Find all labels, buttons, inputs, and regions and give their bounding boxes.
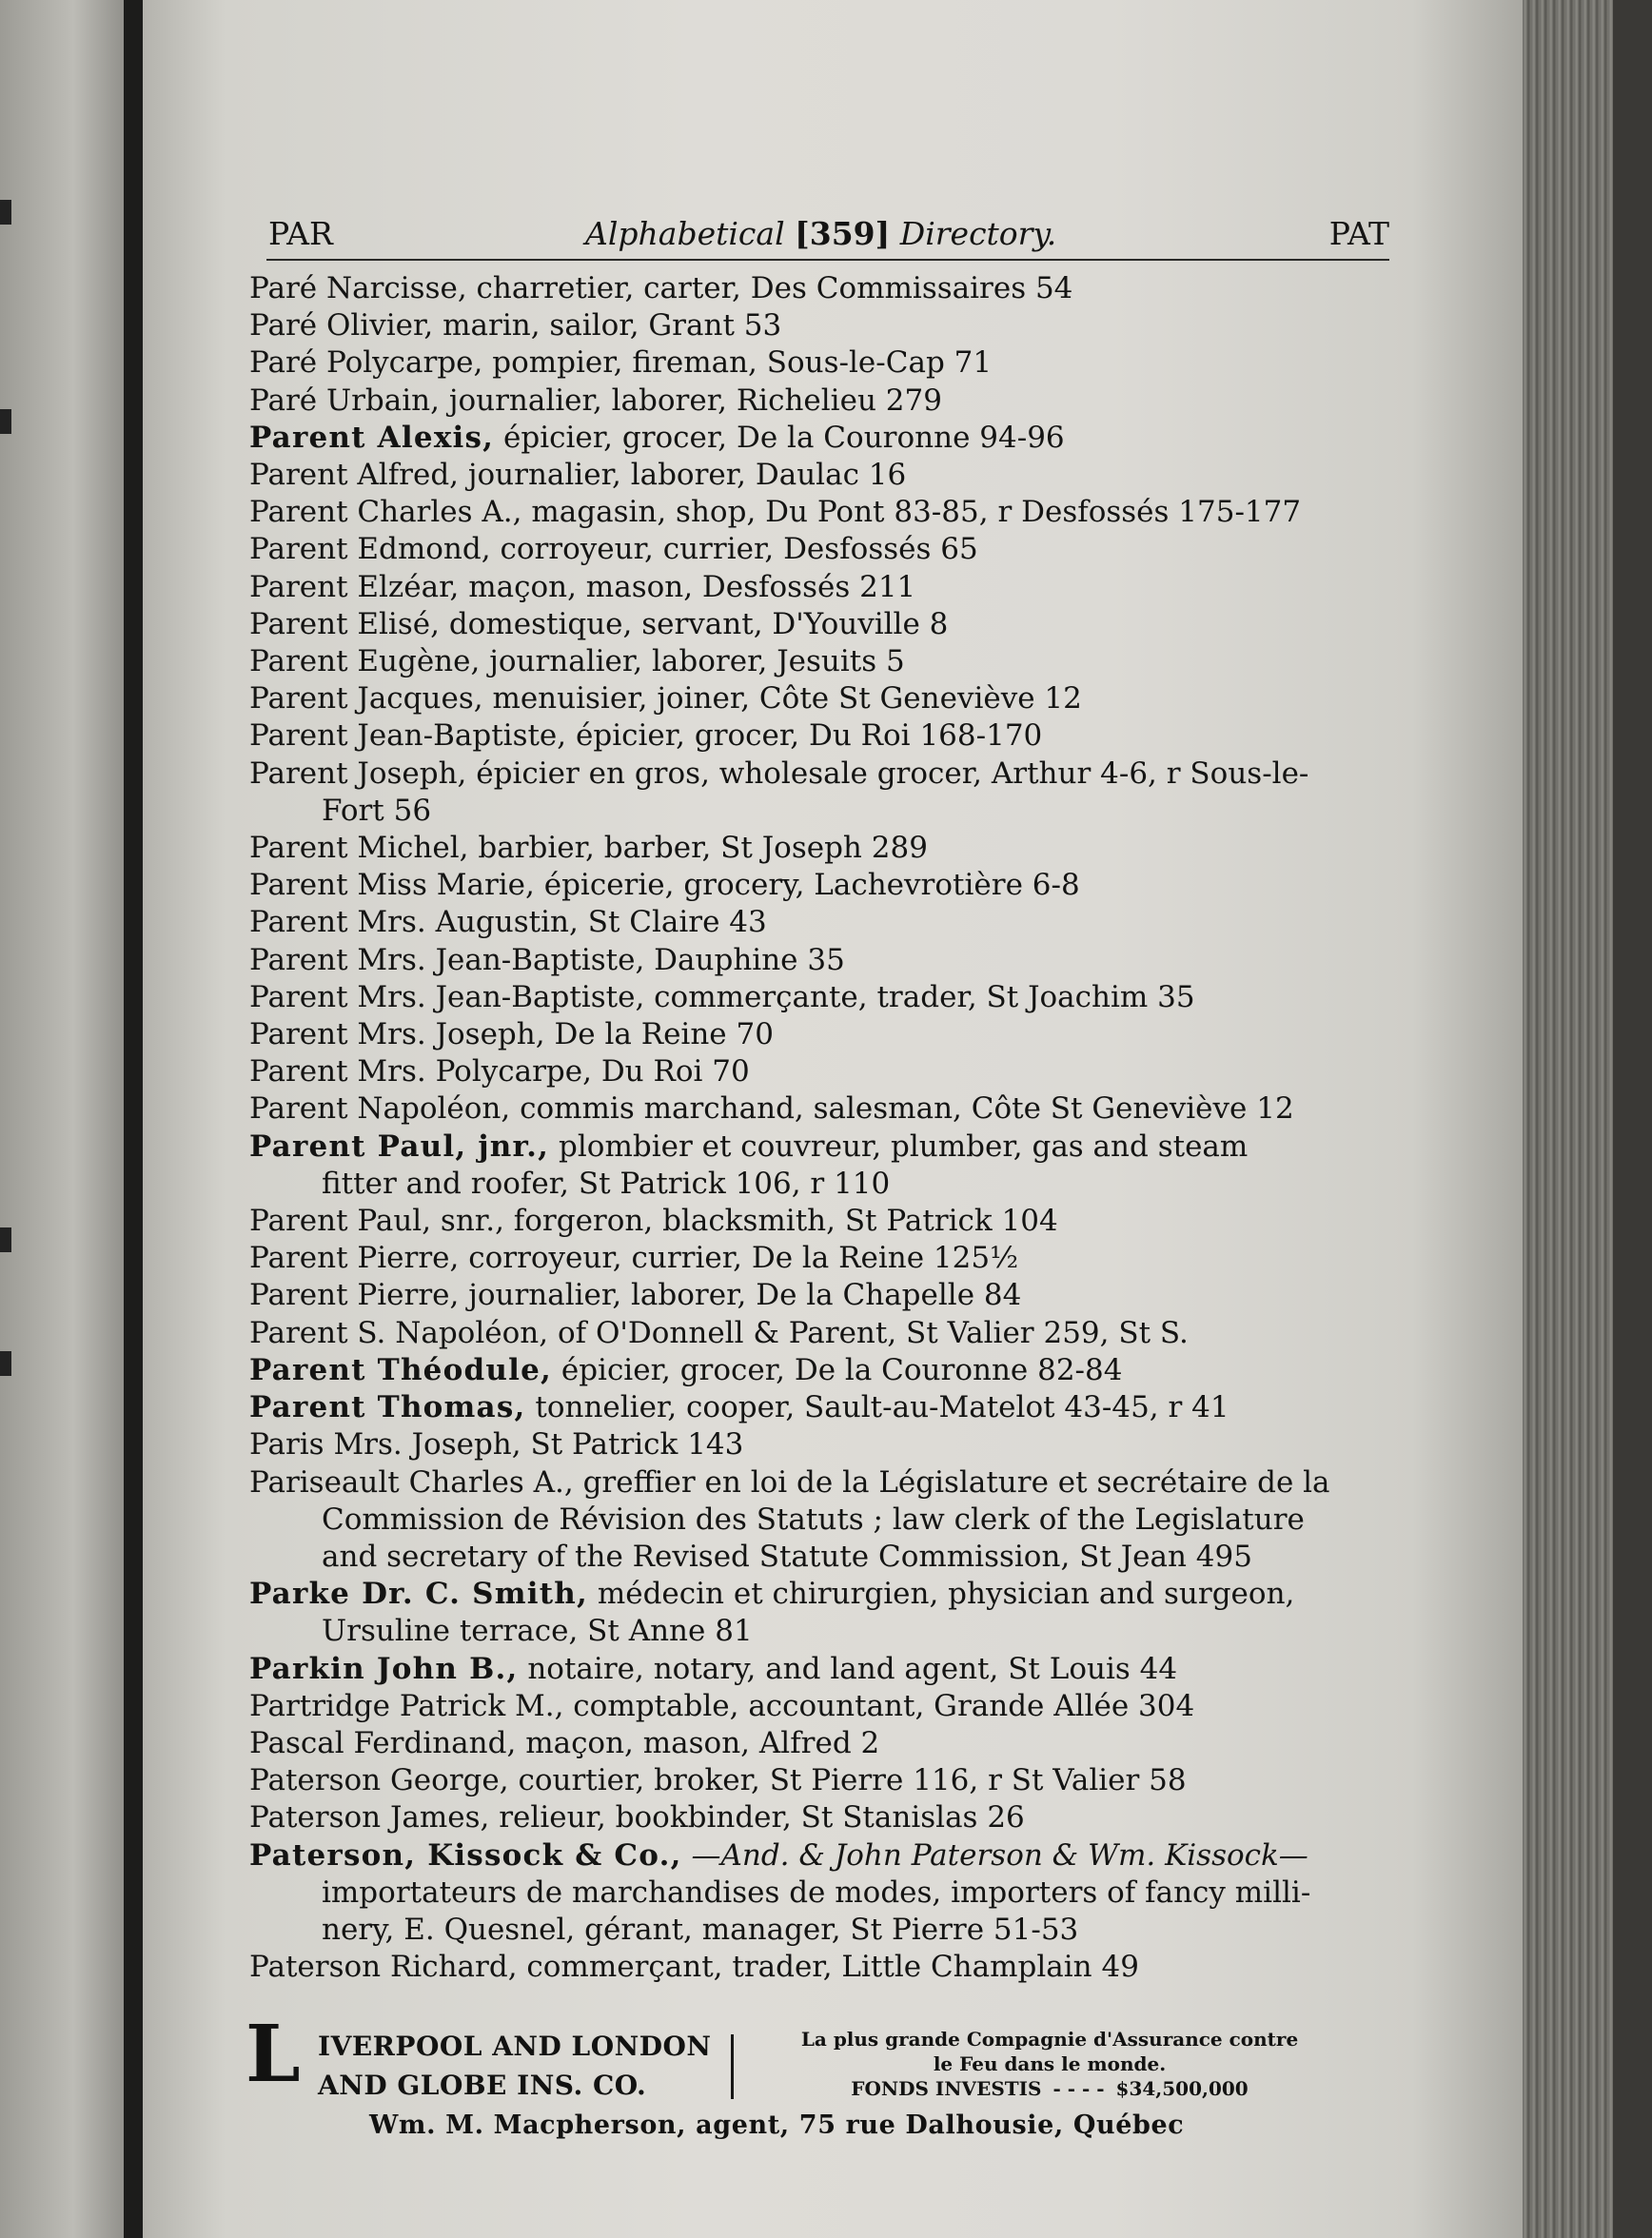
entry-detail: relieur, bookbinder, St Stanislas 26 — [499, 1800, 1025, 1836]
entry-detail: épicier, grocer, De la Couronne 82-84 — [560, 1352, 1123, 1387]
entry-name: Parke Dr. C. Smith, — [249, 1577, 588, 1612]
entry-detail: of O'Donnell & Parent, St Valier 259, St S. — [557, 1315, 1189, 1350]
entry-name: Paré Polycarpe, — [249, 345, 483, 381]
directory-entry — [249, 344, 1401, 382]
entry-name: Parent Mrs. Jean-Baptiste, — [249, 979, 645, 1014]
entry-name: Paris Mrs. Joseph, — [249, 1427, 521, 1463]
directory-entry — [249, 1315, 1401, 1352]
directory-entry — [249, 1949, 1401, 1986]
directory-entry — [249, 420, 1401, 457]
entry-detail: épicier, grocer, De la Couronne 94-96 — [503, 420, 1065, 455]
page-number: [359] — [795, 215, 891, 252]
entry-detail: nery, E. Quesnel, gérant, manager, St Pierre 51-53 — [322, 1912, 1079, 1947]
entry-detail: courtier, broker, St Pierre 116, r St Valier 58 — [518, 1763, 1187, 1798]
entry-detail: médecin et chirurgien, physician and surgeon, — [597, 1577, 1295, 1612]
directory-entry — [249, 1016, 1401, 1053]
directory-entry — [249, 383, 1401, 420]
directory-entry — [249, 643, 1401, 680]
entry-detail: Du Roi 70 — [600, 1054, 750, 1090]
entry-name: Parent Pierre, — [249, 1278, 460, 1313]
entry-detail: barbier, barber, St Joseph 289 — [478, 831, 928, 866]
entry-name: Paré Urbain, — [249, 383, 440, 418]
directory-entry — [249, 717, 1401, 755]
entry-name: Parent Napoléon, — [249, 1091, 511, 1127]
entry-detail: greffier en loi de la Législature et secrétaire de la — [582, 1464, 1330, 1500]
ad-initial: L — [246, 2009, 301, 2100]
directory-entry — [249, 1837, 1401, 1950]
entry-name: Parent S. Napoléon, — [249, 1315, 549, 1350]
running-header — [266, 215, 1389, 261]
directory-entry — [249, 942, 1401, 979]
entry-name: Parent Thomas, — [249, 1390, 526, 1425]
directory-entry — [249, 1389, 1401, 1426]
margin-mark — [0, 1351, 11, 1376]
entry-detail: forgeron, blacksmith, St Patrick 104 — [513, 1204, 1058, 1239]
directory-entry — [249, 979, 1401, 1016]
directory-entry — [249, 1426, 1401, 1463]
directory-entry — [249, 307, 1401, 344]
header-left: PAR — [268, 215, 333, 252]
entry-detail: épicier, grocer, Du Roi 168-170 — [576, 718, 1043, 754]
directory-entry — [249, 606, 1401, 643]
entry-name: Partridge Patrick M., — [249, 1688, 564, 1723]
entry-name: Parent Alfred, — [249, 458, 460, 493]
directory-entry — [249, 569, 1401, 606]
directory-entry — [249, 531, 1401, 568]
entry-name: Paré Narcisse, — [249, 271, 467, 305]
left-page-edge — [0, 0, 133, 2238]
entry-name: Parent Pierre, — [249, 1241, 460, 1276]
page-stack-edge — [1523, 0, 1652, 2238]
entry-name: Parent Jacques, — [249, 681, 483, 717]
entry-detail: fitter and roofer, St Patrick 106, r 110 — [322, 1166, 891, 1201]
directory-entry — [249, 494, 1401, 531]
entry-name: Parent Charles A., — [249, 495, 522, 530]
entry-detail: Fort 56 — [322, 793, 432, 828]
entry-detail: De la Reine 70 — [554, 1017, 774, 1052]
header-right: PAT — [1328, 215, 1389, 252]
entry-name: Parent Elzéar, — [249, 569, 460, 604]
entry-detail: journalier, laborer, Daulac 16 — [467, 458, 907, 493]
entry-detail: épicier en gros, wholesale grocer, Arthur 4-6, r Sous-le- — [476, 756, 1309, 791]
entry-detail: commerçante, trader, St Joachim 35 — [654, 979, 1195, 1014]
ad-fund-line: FONDS INVESTIS - - - - $34,500,000 — [851, 2077, 1249, 2100]
entry-detail: épicerie, grocery, Lachevrotière 6-8 — [543, 868, 1080, 903]
entry-name: Paterson George, — [249, 1763, 509, 1798]
entry-detail: Commission de Révision des Statuts ; law clerk of the Legislature — [322, 1502, 1305, 1537]
entry-detail: domestique, servant, D'Youville 8 — [448, 606, 949, 641]
entry-name: Parent Mrs. Joseph, — [249, 1017, 545, 1052]
entry-name: Parent Michel, — [249, 831, 469, 866]
entry-name: Paterson Richard, — [249, 1950, 518, 1985]
entry-name: Parent Mrs. Polycarpe, — [249, 1054, 592, 1090]
directory-entry — [249, 1090, 1401, 1128]
ad-divider — [731, 2034, 734, 2099]
entry-name: Parent Miss Marie, — [249, 868, 535, 903]
entry-name: Paré Olivier, — [249, 308, 434, 344]
directory-entry — [249, 1240, 1401, 1277]
directory-entry — [249, 867, 1401, 904]
entry-name: Parent Alexis, — [249, 420, 495, 455]
margin-mark — [0, 1227, 11, 1252]
entry-name: Parent Paul, snr., — [249, 1204, 504, 1239]
entry-detail: commerçant, trader, Little Champlain 49 — [526, 1950, 1139, 1985]
margin-mark — [0, 409, 11, 434]
ad-tagline: La plus grande Compagnie d'Assurance contre le Feu dans le monde. FONDS INVESTIS - - - - $34,500,000 — [750, 2027, 1349, 2101]
ad-company-name: IVERPOOL AND LONDON AND GLOBE INS. CO. — [318, 2031, 712, 2101]
directory-entry — [249, 1464, 1401, 1577]
entry-detail: corroyeur, currier, De la Reine 125½ — [468, 1241, 1019, 1276]
entry-name: Pariseault Charles A., — [249, 1464, 574, 1500]
entry-detail: corroyeur, currier, Desfossés 65 — [500, 532, 978, 567]
directory-entry — [249, 1725, 1401, 1762]
directory-entry — [249, 1576, 1401, 1650]
directory-entry — [249, 1277, 1401, 1314]
directory-entry — [249, 1799, 1401, 1836]
entry-detail: tonnelier, cooper, Sault-au-Matelot 43-45, r 41 — [535, 1390, 1229, 1425]
entry-name: Pascal Ferdinand, — [249, 1725, 517, 1760]
directory-entry — [249, 1651, 1401, 1688]
entry-name: Parent Elisé, — [249, 606, 440, 641]
ad-agent-line: Wm. M. Macpherson, agent, 75 rue Dalhousie, Québec — [369, 2110, 1185, 2140]
entry-detail: maçon, mason, Alfred 2 — [525, 1725, 880, 1760]
entry-detail: journalier, laborer, De la Chapelle 84 — [468, 1278, 1022, 1313]
entry-detail: St Claire 43 — [587, 905, 767, 940]
entry-detail: Ursuline terrace, St Anne 81 — [322, 1614, 753, 1649]
entry-name: Parent Edmond, — [249, 532, 491, 567]
entry-detail: maçon, mason, Desfossés 211 — [468, 569, 916, 604]
directory-entry — [249, 756, 1401, 830]
entry-detail: and secretary of the Revised Statute Commission, St Jean 495 — [322, 1539, 1252, 1574]
entry-detail: notaire, notary, and land agent, St Louis 44 — [527, 1651, 1178, 1686]
entry-detail: journalier, laborer, Richelieu 279 — [448, 383, 942, 418]
entry-detail: journalier, laborer, Jesuits 5 — [489, 644, 905, 679]
entry-detail: charretier, carter, Des Commissaires 54 — [476, 271, 1073, 305]
entry-detail: importateurs de marchandises de modes, importers of fancy milli- — [322, 1875, 1311, 1910]
entry-detail: menuisier, joiner, Côte St Geneviève 12 — [492, 681, 1082, 717]
entry-name: Parent Mrs. Augustin, — [249, 905, 579, 940]
entry-name: Parent Mrs. Jean-Baptiste, — [249, 942, 645, 977]
book-gutter — [124, 0, 145, 2238]
directory-entry — [249, 457, 1401, 494]
margin-mark — [0, 200, 11, 225]
entry-detail: magasin, shop, Du Pont 83-85, r Desfossés 175-177 — [531, 495, 1302, 530]
entry-name: Paterson, Kissock & Co., — [249, 1837, 682, 1873]
entry-name: Paterson James, — [249, 1800, 490, 1836]
header-center: Alphabetical [359] Directory. — [585, 215, 1057, 252]
directory-entry — [249, 1203, 1401, 1240]
directory-entry — [249, 904, 1401, 941]
directory-entries — [249, 270, 1401, 1986]
entry-detail: plombier et couvreur, plumber, gas and steam — [559, 1129, 1249, 1164]
directory-entry — [249, 270, 1401, 307]
directory-entry — [249, 1053, 1401, 1090]
entry-name: Parent Jean-Baptiste, — [249, 718, 567, 754]
entry-detail: Dauphine 35 — [654, 942, 845, 977]
directory-entry — [249, 1129, 1401, 1203]
entry-name: Parkin John B., — [249, 1651, 519, 1686]
directory-entry — [249, 1688, 1401, 1725]
entry-detail: marin, sailor, Grant 53 — [442, 308, 782, 344]
directory-entry — [249, 680, 1401, 717]
directory-entry — [249, 1352, 1401, 1389]
entry-detail: St Patrick 143 — [530, 1427, 744, 1463]
entry-detail: pompier, fireman, Sous-le-Cap 71 — [492, 345, 993, 381]
entry-name: Parent Joseph, — [249, 756, 467, 791]
directory-entry — [249, 830, 1401, 867]
entry-detail: commis marchand, salesman, Côte St Geneviève 12 — [520, 1091, 1294, 1127]
insurance-advertisement — [246, 2009, 1387, 2147]
entry-name: Parent Eugène, — [249, 644, 481, 679]
directory-entry — [249, 1762, 1401, 1799]
entry-name: Parent Théodule, — [249, 1352, 552, 1387]
entry-detail: —And. & John Paterson & Wm. Kissock— — [691, 1837, 1308, 1873]
entry-name: Parent Paul, jnr., — [249, 1129, 550, 1164]
entry-detail: comptable, accountant, Grande Allée 304 — [573, 1688, 1195, 1723]
